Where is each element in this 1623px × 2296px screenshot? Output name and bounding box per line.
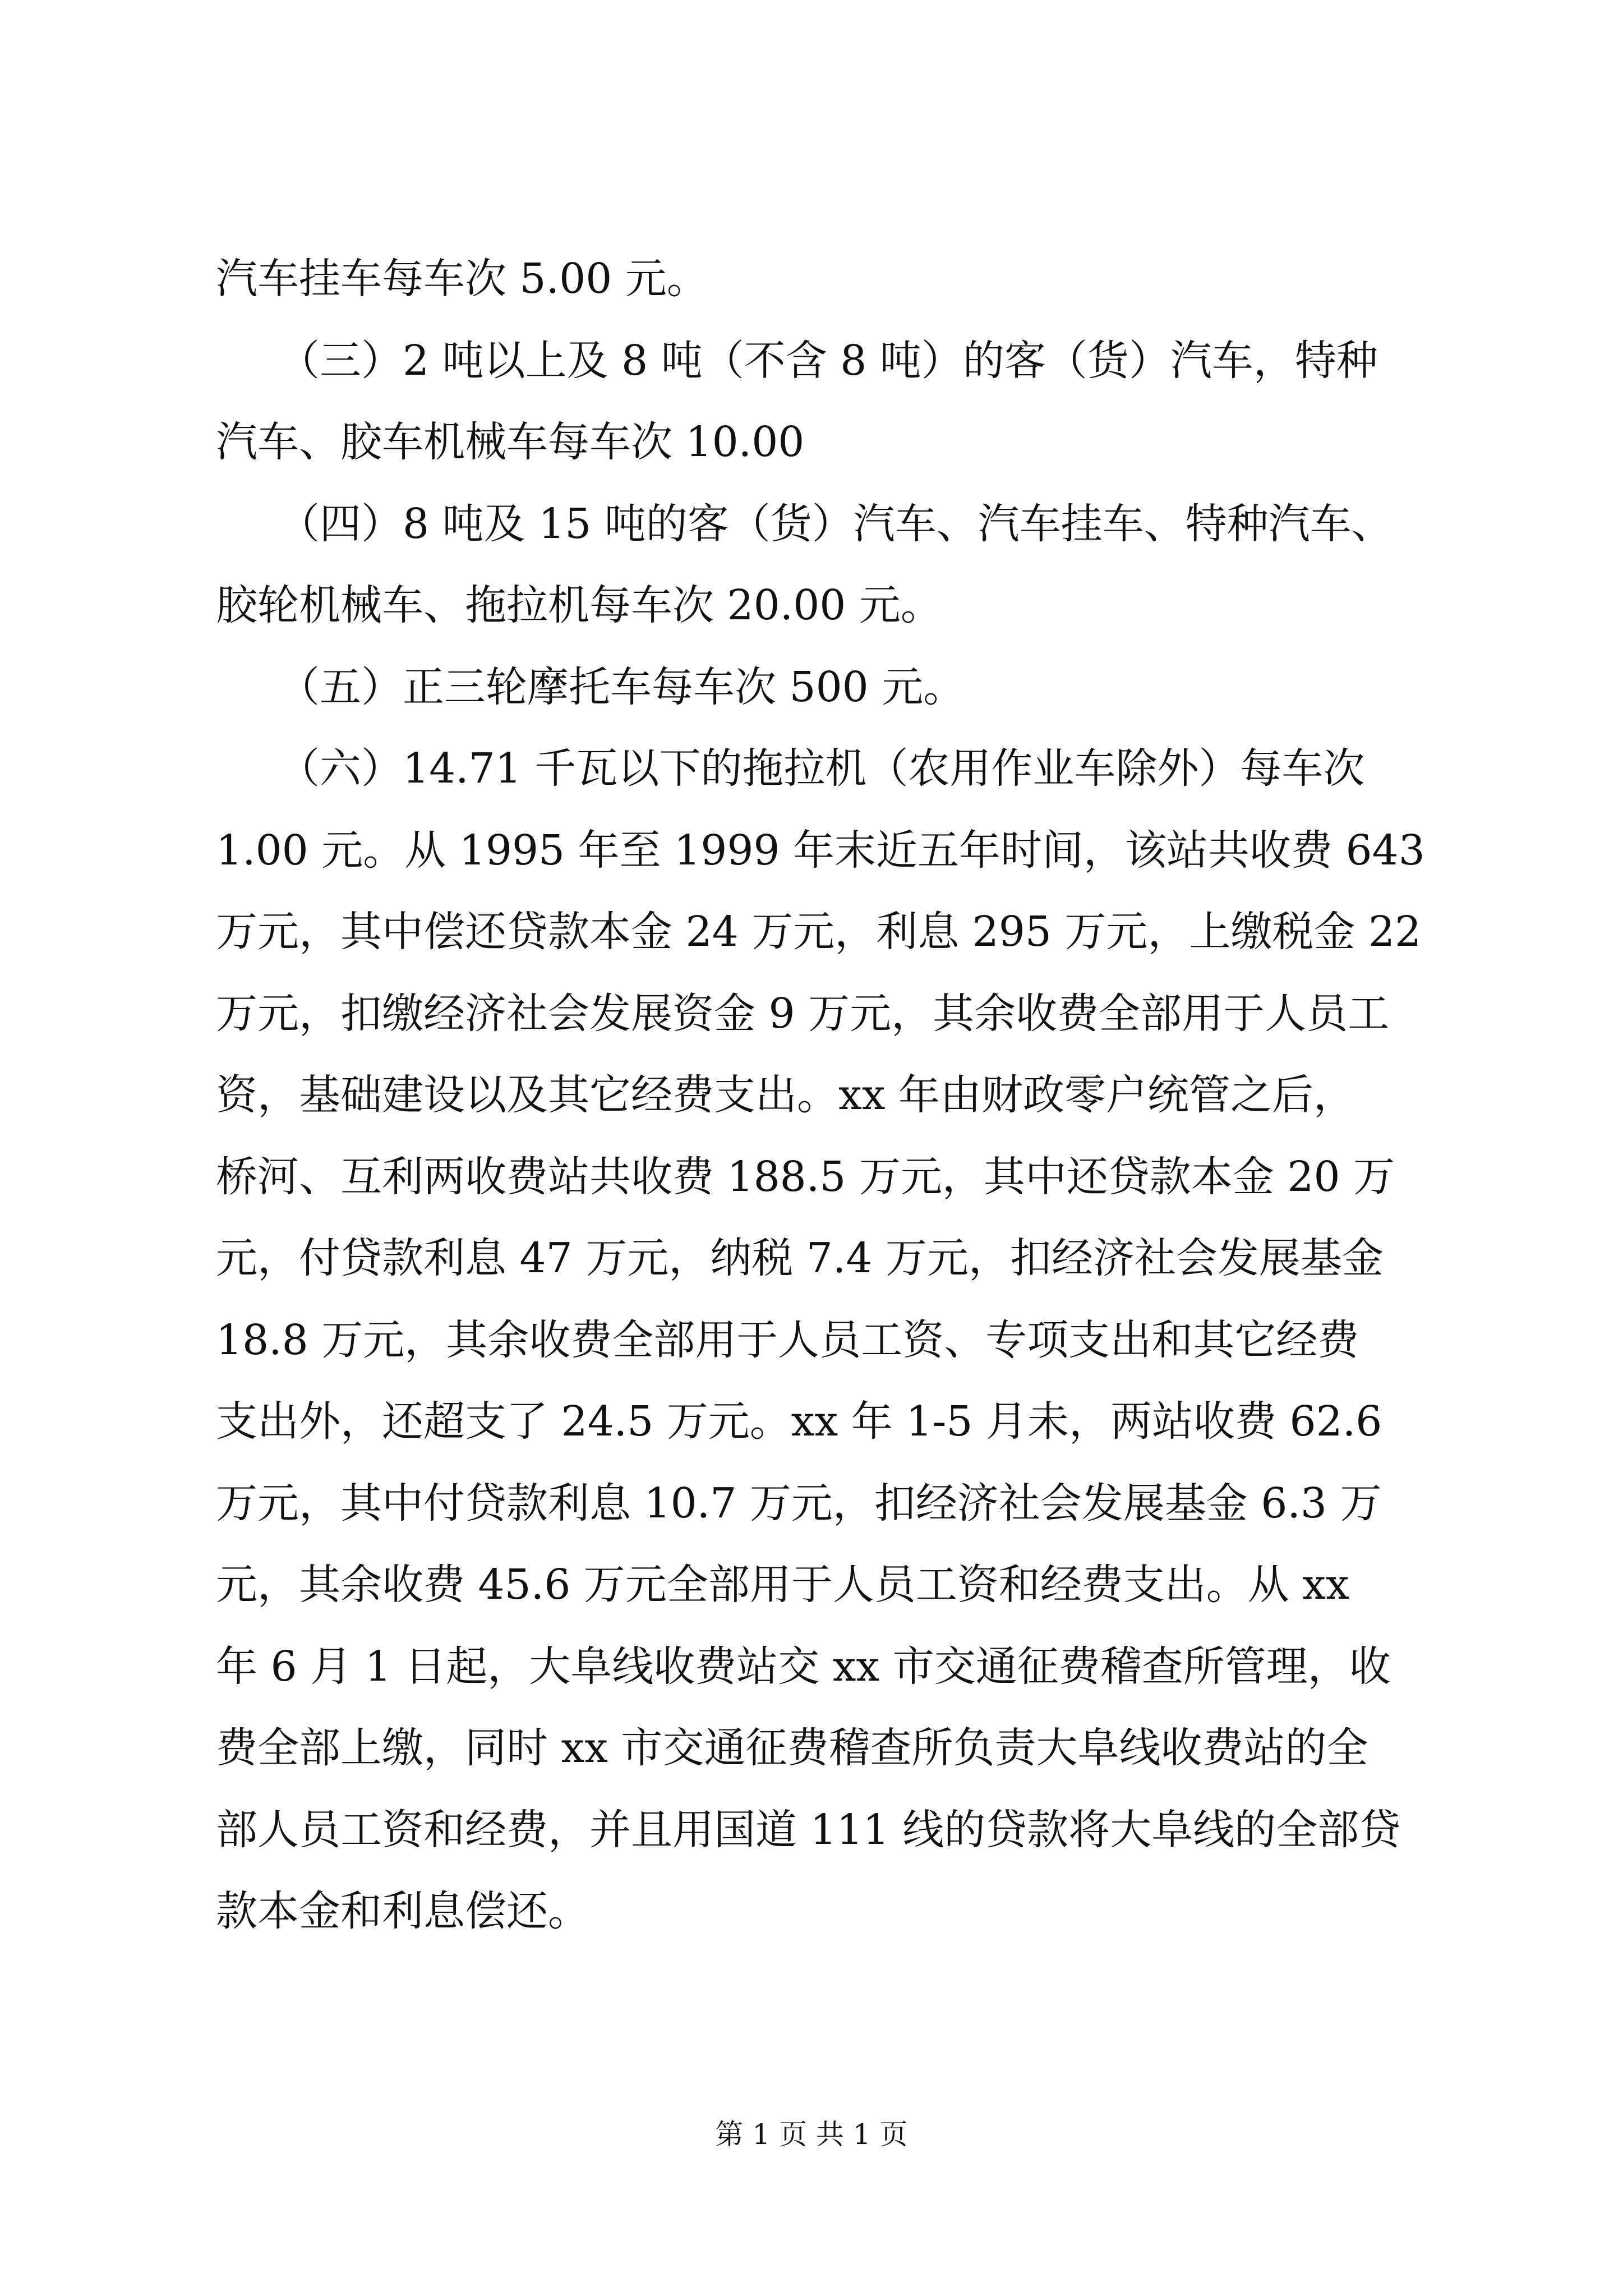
document-body: [216, 255, 1425, 1972]
text-line: 费全部上缴，同时 xx 市交通征费稽查所负责大阜线收费站的全: [216, 1724, 1368, 1772]
text-line: （三）2 吨以上及 8 吨（不含 8 吨）的客（货）汽车，特种: [216, 336, 1378, 385]
text-line: 元，付贷款利息 47 万元，纳税 7.4 万元，扣经济社会发展基金: [216, 1234, 1384, 1282]
text-line: 年 6 月 1 日起，大阜线收费站交 xx 市交通征费稽查所管理，收: [216, 1642, 1391, 1691]
text-line: 支出外，还超支了 24.5 万元。xx 年 1-5 月未，两站收费 62.6: [216, 1397, 1382, 1446]
text-line: 1.00 元。从 1995 年至 1999 年末近五年时间，该站共收费 643: [216, 826, 1425, 875]
text-line: 汽车挂车每车次 5.00 元。: [216, 255, 708, 303]
text-line: 万元，其中付贷款利息 10.7 万元，扣经济社会发展基金 6.3 万: [216, 1479, 1382, 1527]
page-footer: [0, 2112, 1623, 2152]
text-line: 胶轮机械车、拖拉机每车次 20.00 元。: [216, 581, 942, 629]
text-line: 元，其余收费 45.6 万元全部用于人员工资和经费支出。从 xx: [216, 1561, 1349, 1609]
text-line: 资，基础建设以及其它经费支出。xx 年由财政零户统管之后，: [216, 1071, 1355, 1119]
text-line: （四）8 吨及 15 吨的客（货）汽车、汽车挂车、特种汽车、: [216, 499, 1393, 548]
text-line: 万元，其中偿还贷款本金 24 万元，利息 295 万元，上缴税金 22: [216, 908, 1422, 956]
page-number-label: 第 1 页 共 1 页: [715, 2118, 908, 2151]
text-line: 汽车、胶车机械车每车次 10.00: [216, 418, 805, 466]
text-line: （六）14.71 千瓦以下的拖拉机（农用作业车除外）每车次: [216, 744, 1365, 793]
text-line: 款本金和利息偿还。: [216, 1887, 589, 1935]
text-line: 万元，扣缴经济社会发展资金 9 万元，其余收费全部用于人员工: [216, 989, 1390, 1038]
text-line: 18.8 万元，其余收费全部用于人员工资、专项支出和其它经费: [216, 1315, 1359, 1364]
text-line: 部人员工资和经费，并且用国道 111 线的贷款将大阜线的全部贷: [216, 1805, 1401, 1854]
text-line: 桥河、互利两收费站共收费 188.5 万元，其中还贷款本金 20 万: [216, 1152, 1395, 1201]
text-line: （五）正三轮摩托车每车次 500 元。: [216, 662, 965, 711]
